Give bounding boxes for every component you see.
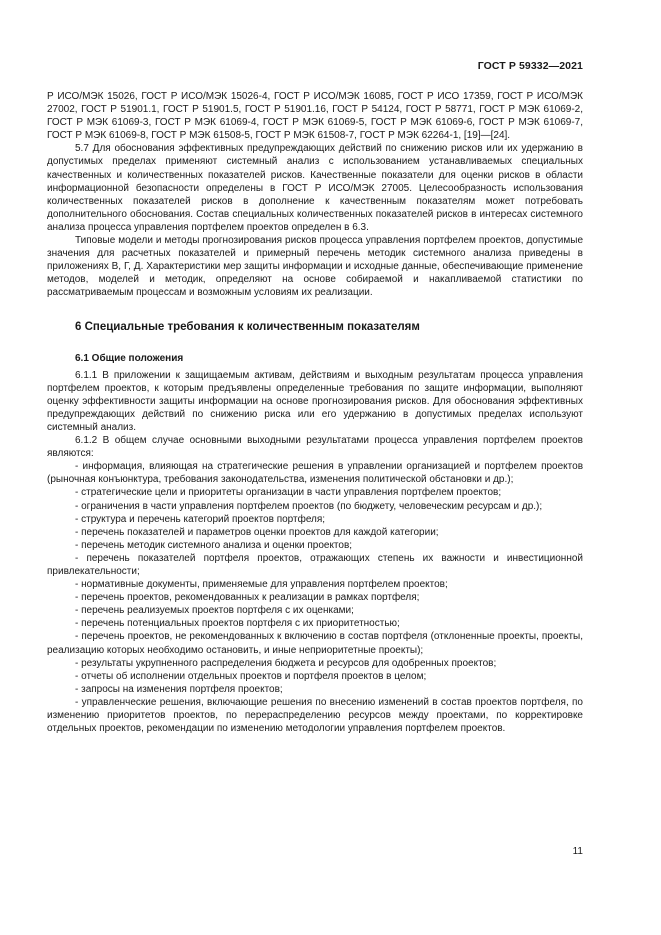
paragraph-6-1-1: 6.1.1 В приложении к защищаемым активам, действиям и выходным результатам процесса управления портфелем проектов, к которым предъявлены определенные требования по защите информации, выполняют оценку эффективности защиты информации на основе прогнозирования рисков. Для обоснования эффективных предупреждающих действий по снижению риска или его удержанию в допустимых пределах используют системный анализ. bbox=[47, 369, 583, 433]
list-item: - нормативные документы, применяемые для управления портфелем проектов; bbox=[75, 579, 448, 591]
list-item: - перечень проектов, не рекомендованных к включению в состав портфеля (отклоненные проекты, проекты, реализацию которых необходимо остановить, и иные неприоритетные проекты); bbox=[47, 631, 583, 656]
list-item: - перечень реализуемых проектов портфеля с их оценками; bbox=[75, 605, 354, 617]
document-body bbox=[47, 90, 583, 735]
section-heading: 6 Специальные требования к количественным показателям bbox=[75, 320, 420, 333]
list-item: - структура и перечень категорий проектов портфеля; bbox=[75, 513, 326, 525]
paragraph-standards-list: Р ИСО/МЭК 15026, ГОСТ Р ИСО/МЭК 15026-4, ГОСТ Р ИСО/МЭК 16085, ГОСТ Р ИСО 17359, ГОСТ Р ИСО/МЭК 27002, ГОСТ Р 51901.1, ГОСТ Р 51901.5, ГОСТ Р 51901.16, ГОСТ Р 54124, ГОСТ Р 58771, ГОСТ Р МЭК 61069-2, ГОСТ Р МЭК 61069-3, ГОСТ Р МЭК 61069-4, ГОСТ Р МЭК 61069-5, ГОСТ Р МЭК 61069-6, ГОСТ Р МЭК 61069-7, ГОСТ Р МЭК 61069-8, ГОСТ Р МЭК 61508-5, ГОСТ Р МЭК 61508-7, ГОСТ Р МЭК 62264-1, [19]—[24]. bbox=[47, 91, 583, 142]
page-number: 11 bbox=[572, 846, 583, 857]
paragraph-6-1-2: 6.1.2 В общем случае основными выходными результатами процесса управления портфелем проектов являются: bbox=[47, 435, 583, 460]
list-item: - перечень показателей и параметров оценки проектов для каждой категории; bbox=[75, 526, 439, 538]
paragraph-models-methods: Типовые модели и методы прогнозирования рисков процесса управления портфелем проектов, допустимые значения для расчетных показателей и примерный перечень методик системного анализа приведены в приложениях В, Г, Д. Характеристики мер защиты информации и исходные данные, обеспечивающие применение методов, моделей и методик, определяют на основе собираемой и накапливаемой статистики по рассматриваемым процессам и возможным условиям их реализации. bbox=[47, 235, 583, 299]
paragraph-5-7: 5.7 Для обоснования эффективных предупреждающих действий по снижению рисков или их удержанию в допустимых пределах применяют системный анализ с использованием устанавливаемых специальных качественных и количественных показателей рисков. Качественные показатели для оценки рисков в области информационной безопасности определены в ГОСТ Р ИСО/МЭК 27005. Целесообразность использования количественных показателей рисков в дополнение к качественным показателям может потребовать дополнительного обоснования. Состав специальных количественных показателей рисков в интересах системного анализа процесса управления портфелем проектов определен в 6.3. bbox=[47, 143, 583, 233]
list-item: - информация, влияющая на стратегические решения в управлении организацией и портфелем проектов (рыночная конъюнктура, требования законодательства, изменения политической обстановки и др.); bbox=[47, 461, 583, 486]
list-item: - результаты укрупненного распределения бюджета и ресурсов для одобренных проектов; bbox=[75, 657, 497, 669]
document-number-header: ГОСТ Р 59332—2021 bbox=[477, 60, 583, 72]
list-item: - перечень потенциальных проектов портфеля с их приоритетностью; bbox=[75, 618, 400, 630]
subsection-heading: 6.1 Общие положения bbox=[75, 352, 184, 364]
document-page bbox=[47, 0, 583, 935]
list-item: - перечень проектов, рекомендованных к реализации в рамках портфеля; bbox=[75, 592, 420, 604]
list-item: - запросы на изменения портфеля проектов; bbox=[75, 683, 283, 695]
list-item: - перечень методик системного анализа и оценки проектов; bbox=[75, 539, 353, 551]
list-item: - перечень показателей портфеля проектов, отражающих степень их важности и инвестиционной привлекательности; bbox=[47, 552, 583, 577]
list-item: - ограничения в части управления портфелем проектов (по бюджету, человеческим ресурсам и др.); bbox=[75, 500, 543, 512]
list-item: - управленческие решения, включающие решения по внесению изменений в состав проектов портфеля, по изменению приоритетов проектов, по перераспределению ресурсов между проектами, по корректировке отдельных проектов, рекомендации по изменению методологии управления портфелем проектов. bbox=[47, 696, 583, 735]
list-item: - отчеты об исполнении отдельных проектов и портфеля проектов в целом; bbox=[75, 670, 427, 682]
list-item: - стратегические цели и приоритеты организации в части управления портфелем проектов; bbox=[75, 487, 502, 499]
